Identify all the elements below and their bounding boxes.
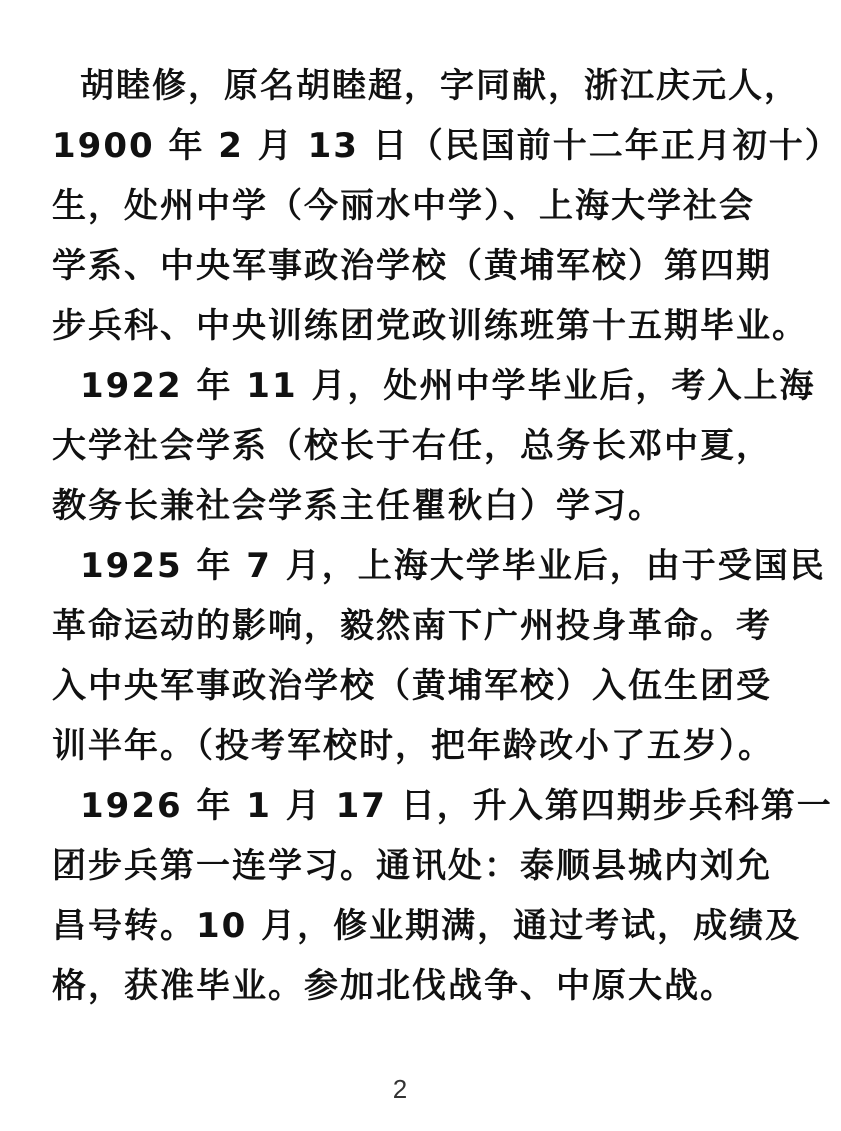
paragraph-4-line-2: 团步兵第一连学习。通讯处：泰顺县城内刘允 [52, 846, 772, 886]
paragraph-2-line-1: 1922 年 11 月，处州中学毕业后，考入上海 [80, 366, 816, 406]
paragraph-4-line-3: 昌号转。10 月，修业期满，通过考试，成绩及 [52, 906, 802, 946]
paragraph-3-line-3: 入中央军事政治学校（黄埔军校）入伍生团受 [52, 666, 772, 706]
paragraph-3-line-2: 革命运动的影响，毅然南下广州投身革命。考 [52, 606, 772, 646]
paragraph-2-line-3: 教务长兼社会学系主任瞿秋白）学习。 [52, 486, 664, 526]
paragraph-3-line-4: 训半年。（投考军校时，把年龄改小了五岁）。 [52, 726, 774, 766]
paragraph-1-line-2: 1900 年 2 月 13 日（民国前十二年正月初十） [52, 126, 841, 166]
paragraph-1-line-1: 胡睦修，原名胡睦超，字同献，浙江庆元人， [80, 66, 800, 106]
paragraph-1-line-5: 步兵科、中央训练团党政训练班第十五期毕业。 [52, 306, 808, 346]
page-number: 2 [392, 1074, 408, 1104]
paragraph-1-line-3: 生，处州中学（今丽水中学）、上海大学社会 [52, 186, 755, 226]
paragraph-1-line-4: 学系、中央军事政治学校（黄埔军校）第四期 [52, 246, 772, 286]
document-body [52, 56, 841, 1016]
paragraph-2-line-2: 大学社会学系（校长于右任，总务长邓中夏， [52, 426, 772, 466]
paragraph-4-line-1: 1926 年 1 月 17 日，升入第四期步兵科第一 [80, 786, 833, 826]
paragraph-4-line-4: 格，获准毕业。参加北伐战争、中原大战。 [52, 966, 736, 1006]
paragraph-3-line-1: 1925 年 7 月，上海大学毕业后，由于受国民 [80, 546, 826, 586]
